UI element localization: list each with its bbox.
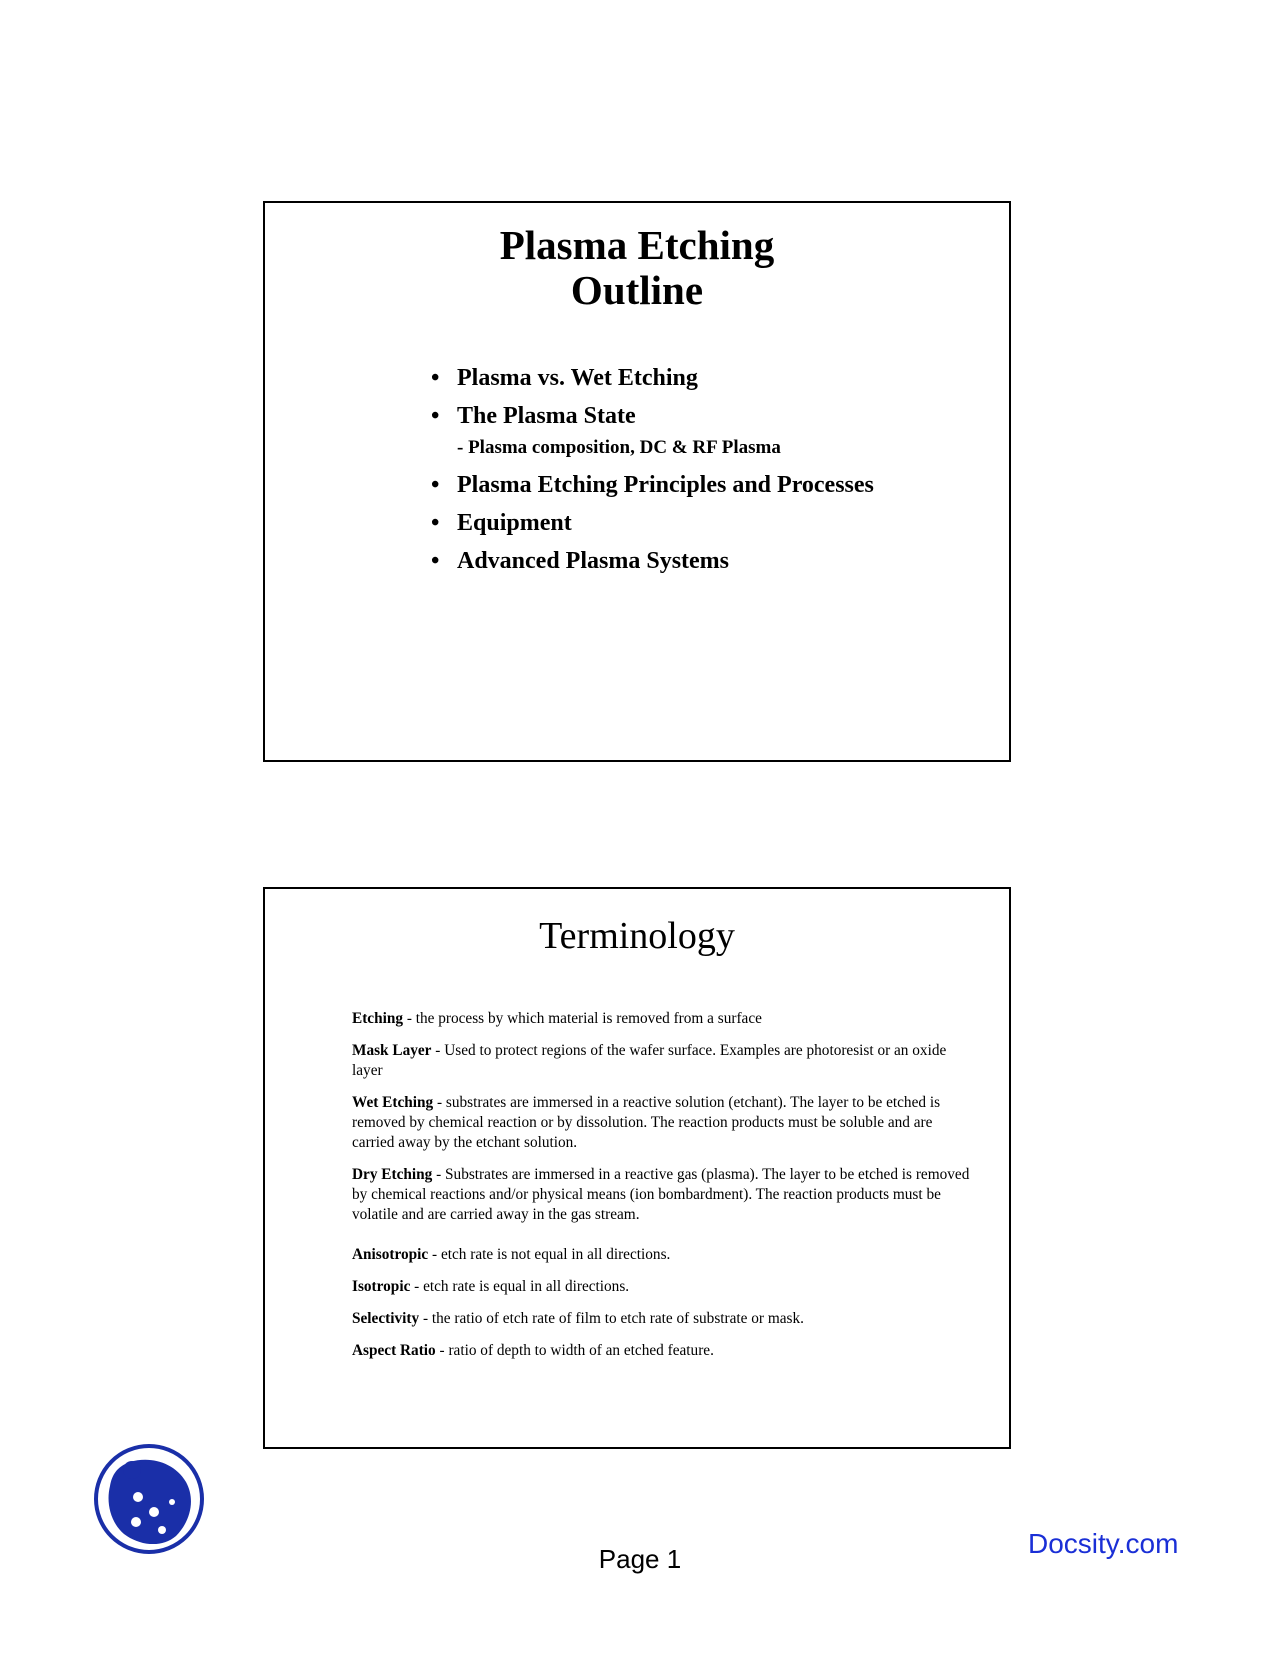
term-entry — [352, 1093, 977, 1153]
outline-item: • The Plasma State — [431, 403, 636, 429]
slide-title: Terminology — [539, 915, 735, 957]
outline-item: • Plasma Etching Principles and Processes — [431, 472, 874, 498]
title-line-1: Plasma Etching — [499, 222, 775, 268]
term-entry — [352, 1245, 977, 1265]
bullet-icon: • — [431, 510, 440, 536]
term-entry — [352, 1041, 977, 1081]
bullet-icon: • — [431, 548, 440, 574]
slide-title — [265, 223, 1009, 313]
outline-list — [431, 364, 874, 585]
brand-link[interactable]: Docsity.com — [1028, 1528, 1179, 1559]
term-entry — [352, 1009, 977, 1029]
term-name: Mask Layer — [352, 1042, 432, 1059]
bullet-icon: • — [431, 365, 440, 391]
term-definition: - Used to protect regions of the wafer surface. Examples are photoresist or an oxide layer — [352, 1042, 947, 1079]
term-name: Selectivity — [352, 1310, 420, 1327]
outline-item: • Plasma vs. Wet Etching — [431, 365, 698, 391]
term-name: Wet Etching — [352, 1094, 434, 1111]
term-definition: - Substrates are immersed in a reactive gas (plasma). The layer to be etched is removed by chemical reactions and/or physical means (ion bombardment). The reaction products must be volatile and are carried away in the gas stream. — [352, 1166, 970, 1223]
terminology-list — [352, 1009, 977, 1373]
term-definition: - ratio of depth to width of an etched feature. — [435, 1342, 714, 1359]
term-entry — [352, 1165, 977, 1225]
term-definition: - etch rate is equal in all directions. — [410, 1278, 630, 1295]
term-definition: - etch rate is not equal in all directions. — [428, 1246, 671, 1263]
term-name: Isotropic — [352, 1278, 411, 1295]
term-name: Etching — [352, 1010, 403, 1027]
term-name: Anisotropic — [352, 1246, 429, 1263]
docsity-logo-icon — [92, 1442, 206, 1556]
outline-item: • Advanced Plasma Systems — [431, 548, 730, 574]
outline-subitem: - Plasma composition, DC & RF Plasma — [457, 437, 781, 458]
outline-item: • Equipment — [431, 510, 572, 536]
term-entry — [352, 1277, 977, 1297]
term-definition: - the ratio of etch rate of film to etch rate of substrate or mask. — [419, 1310, 804, 1327]
term-name: Dry Etching — [352, 1166, 433, 1183]
slide-outline — [263, 201, 1011, 762]
bullet-icon: • — [431, 472, 440, 498]
term-name: Aspect Ratio — [352, 1342, 436, 1359]
page-number: Page 1 — [598, 1544, 682, 1574]
term-definition: - the process by which material is removed from a surface — [403, 1010, 762, 1027]
term-entry — [352, 1309, 977, 1329]
term-definition: - substrates are immersed in a reactive solution (etchant). The layer to be etched is removed by chemical reaction or by dissolution. The reaction products must be soluble and are carried away by the etchant solution. — [352, 1094, 941, 1151]
slide-terminology — [263, 887, 1011, 1449]
bullet-icon: • — [431, 403, 440, 429]
term-entry — [352, 1341, 977, 1361]
title-line-2: Outline — [570, 267, 704, 313]
